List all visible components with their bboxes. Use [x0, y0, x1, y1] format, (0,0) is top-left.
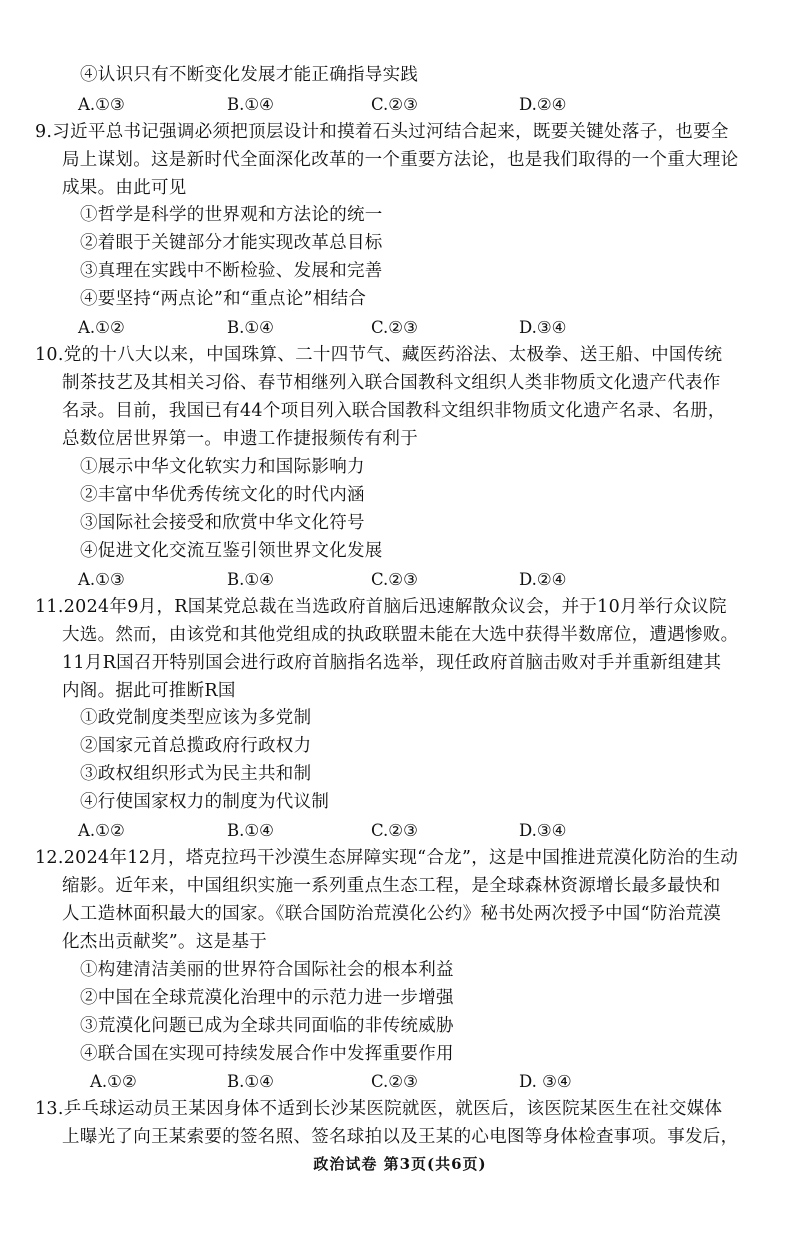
question-13-first-line — [35, 1096, 722, 1123]
question-stem-line: 2024年12月，塔克拉玛干沙漠生态屏障实现“合龙”，这是中国推进荒漠化防治的生动 — [63, 848, 739, 868]
question-stem-line: 缩影。近年来，中国组织实施一系列重点生态工程，是全球森林资源增长最多最快和 — [62, 876, 721, 896]
option-line: ③国际社会接受和欣赏中华文化符号 — [80, 513, 365, 533]
choice-b: B.①④ — [227, 1072, 274, 1091]
option-line: ①构建清洁美丽的世界符合国际社会的根本利益 — [80, 960, 454, 980]
option-line: ④要坚持“两点论”和“重点论”相结合 — [80, 289, 367, 309]
question-stem-line: 成果。由此可见 — [62, 178, 187, 198]
question-stem-line: 局上谋划。这是新时代全面深化改革的一个重要方法论，也是我们取得的一个重大理论 — [62, 150, 739, 170]
choice-d: D. ③④ — [519, 1072, 572, 1091]
question-stem-line: 人工造林面积最大的国家。《联合国防治荒漠化公约》秘书处两次授予中国“防治荒漠 — [62, 904, 722, 924]
choice-a: A.①③ — [78, 95, 125, 114]
page-footer: 政治试卷 第3页(共6页) — [313, 1155, 487, 1173]
choice-c: C.②③ — [371, 318, 418, 337]
option-line: ①展示中华文化软实力和国际影响力 — [80, 457, 365, 477]
option-line: ②丰富中华优秀传统文化的时代内涵 — [80, 485, 365, 505]
choice-c: C.②③ — [371, 570, 418, 589]
option-line: ④认识只有不断变化发展才能正确指导实践 — [80, 65, 419, 85]
question-10-first-line — [35, 342, 722, 369]
choice-d: D.③④ — [519, 318, 567, 337]
option-line: ①哲学是科学的世界观和方法论的统一 — [80, 205, 383, 225]
question-number: 10. — [35, 345, 64, 365]
option-line: ③真理在实践中不断检验、发展和完善 — [80, 261, 383, 281]
option-line: ④促进文化交流互鉴引领世界文化发展 — [80, 541, 383, 561]
question-12-first-line — [35, 845, 738, 872]
option-line: ③荒漠化问题已成为全球共同面临的非传统威胁 — [80, 1016, 454, 1036]
question-stem-line: 内阁。据此可推断R国 — [62, 681, 236, 701]
question-stem-line: 2024年9月，R国某党总裁在当选政府首脑后迅速解散众议会，并于10月举行众议院 — [63, 597, 727, 617]
question-11-first-line — [35, 594, 727, 621]
question-stem-line: 化杰出贡献奖”。这是基于 — [62, 932, 268, 952]
choice-b: B.①④ — [227, 318, 274, 337]
question-stem-line: 党的十八大以来，中国珠算、二十四节气、藏医药浴法、太极拳、送王船、中国传统 — [63, 345, 723, 365]
question-9-first-line — [35, 119, 729, 146]
question-stem-line: 11月R国召开特别国会进行政府首脑指名选举，现任政府首脑击败对手并重新组建其 — [62, 653, 722, 673]
question-stem-line: 制茶技艺及其相关习俗、春节相继列入联合国教科文组织人类非物质文化遗产代表作 — [62, 373, 721, 393]
choice-a: A.①② — [78, 318, 125, 337]
question-stem-line: 大选。然而，由该党和其他党组成的执政联盟未能在大选中获得半数席位，遭遇惨败。 — [62, 625, 739, 645]
option-line: ②着眼于关键部分才能实现改革总目标 — [80, 233, 383, 253]
choice-a: A.①③ — [78, 570, 125, 589]
choice-c: C.②③ — [371, 821, 418, 840]
question-stem-line: 上曝光了向王某索要的签名照、签名球拍以及王某的心电图等身体检查事项。事发后， — [62, 1127, 739, 1147]
choice-b: B.①④ — [227, 570, 274, 589]
question-number: 12. — [35, 848, 64, 868]
option-line: ③政权组织形式为民主共和制 — [80, 764, 312, 784]
choice-d: D.③④ — [519, 821, 567, 840]
option-line: ④联合国在实现可持续发展合作中发挥重要作用 — [80, 1044, 454, 1064]
question-stem-line: 总数位居世界第一。申遗工作捷报频传有利于 — [62, 429, 418, 449]
choice-c: C.②③ — [371, 1072, 418, 1091]
option-line: ②中国在全球荒漠化治理中的示范力进一步增强 — [80, 988, 454, 1008]
question-number: 9. — [35, 122, 53, 142]
option-line: ②国家元首总揽政府行政权力 — [80, 736, 312, 756]
choice-d: D.②④ — [519, 95, 567, 114]
choice-b: B.①④ — [227, 95, 274, 114]
option-line: ④行使国家权力的制度为代议制 — [80, 792, 330, 812]
choice-a: A.①② — [78, 821, 125, 840]
choice-c: C.②③ — [371, 95, 418, 114]
choice-b: B.①④ — [227, 821, 274, 840]
choice-a: A.①② — [90, 1072, 137, 1091]
choice-d: D.②④ — [519, 570, 567, 589]
question-stem-line: 习近平总书记强调必须把顶层设计和摸着石头过河结合起来，既要关键处落子，也要全 — [52, 122, 729, 142]
question-number: 13. — [35, 1099, 64, 1119]
option-line: ①政党制度类型应该为多党制 — [80, 708, 312, 728]
question-stem-line: 乒乓球运动员王某因身体不适到长沙某医院就医，就医后，该医院某医生在社交媒体 — [63, 1099, 723, 1119]
question-stem-line: 名录。目前，我国已有44个项目列入联合国教科文组织非物质文化遗产名录、名册， — [62, 401, 726, 421]
question-number: 11. — [35, 597, 64, 617]
